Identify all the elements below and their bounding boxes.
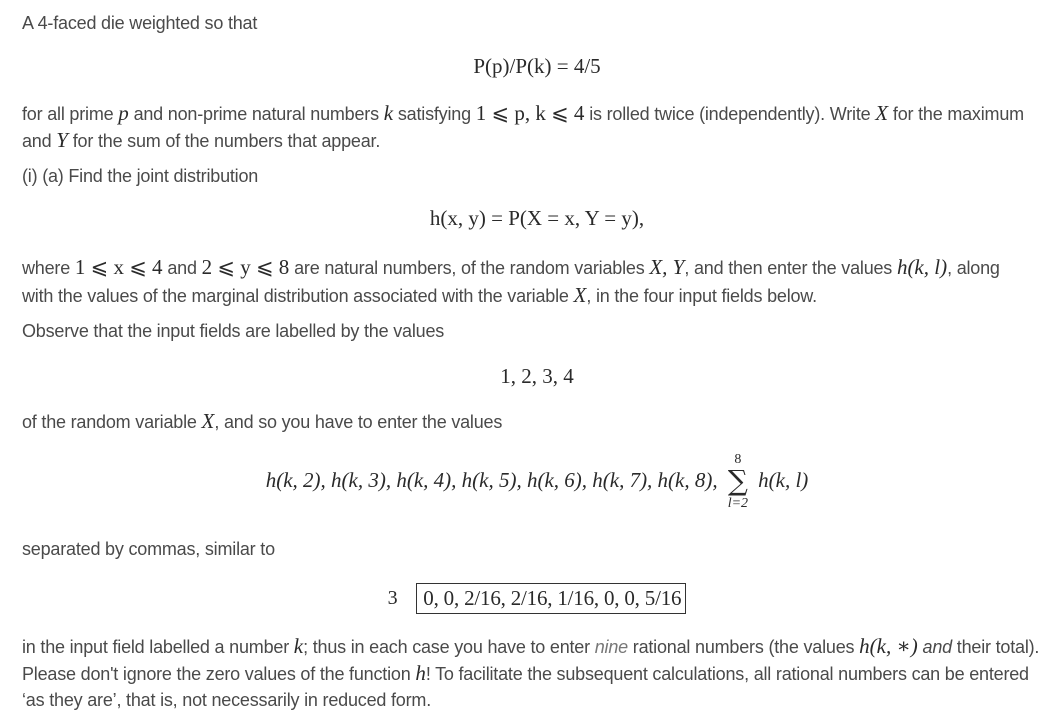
text-fragment: and: [167, 258, 197, 278]
please-line: [22, 660, 1029, 688]
eq1-text: P(p)/P(k) = 4/5: [473, 54, 601, 78]
observe-text: Observe that the input fields are labelled by the values: [22, 321, 445, 341]
as-they-are-text: ‘as they are’, that is, not necessarily in reduced form.: [22, 690, 431, 710]
math-X: X: [201, 409, 215, 433]
text-fragment: are natural numbers, of the random variables: [294, 258, 645, 278]
text-fragment: of the random variable: [22, 412, 197, 432]
sum-lower-limit: l=2: [727, 496, 749, 511]
text-fragment: Please don't ignore the zero values of the function: [22, 664, 411, 684]
of-rv-line: [22, 408, 502, 436]
math-range-pk: 1 ⩽ p, k ⩽ 4: [475, 101, 585, 125]
sigma-icon: ∑: [727, 464, 748, 497]
observe-line: [22, 318, 444, 345]
math-Y: Y: [56, 128, 68, 152]
text-fragment: where: [22, 258, 71, 278]
eq4-text: h(k, 2), h(k, 3), h(k, 4), h(k, 5), h(k, 6), h(k, 7), h(k, 8),: [265, 467, 718, 492]
math-XY: X, Y: [649, 255, 685, 279]
equation-joint-distribution: [22, 206, 1052, 231]
text-fragment: , and then enter the values: [684, 258, 893, 278]
math-hkl: h(k, l): [896, 255, 948, 279]
math-hkstar: h(k, ∗): [859, 634, 918, 658]
text-fragment: with the values of the marginal distribution associated with the variable: [22, 286, 569, 306]
text-fragment: their total).: [956, 637, 1040, 657]
text-fragment: is rolled twice (independently). Write: [589, 104, 871, 124]
part-i-heading: [22, 163, 258, 190]
equation-prob-ratio: [22, 54, 1052, 79]
math-k: k: [293, 634, 304, 658]
text-fragment: in the input field labelled a number: [22, 637, 289, 657]
where-line-2: [22, 282, 817, 310]
condition-line-1: [22, 100, 1024, 128]
math-X: X: [573, 283, 587, 307]
text-fragment: ! To facilitate the subsequent calculations, all rational numbers can be entered: [425, 664, 1029, 684]
text-fragment: for the sum of the numbers that appear.: [72, 131, 381, 151]
eq2-text: h(x, y) = P(X = x, Y = y),: [429, 206, 645, 230]
text-fragment: and: [22, 131, 52, 151]
equation-values-list: [22, 364, 1052, 389]
math-range-x: 1 ⩽ x ⩽ 4: [74, 255, 163, 279]
math-p: p: [118, 101, 129, 125]
in-field-line: [22, 633, 1039, 661]
separated-line: [22, 536, 275, 563]
text-fragment: and non-prime natural numbers: [133, 104, 379, 124]
emphasis-nine: nine: [594, 637, 628, 657]
text-fragment: , and so you have to enter the values: [214, 412, 503, 432]
intro-text: [22, 10, 257, 37]
text-fragment: for the maximum: [892, 104, 1024, 124]
example-label: 3: [387, 587, 398, 609]
math-X: X: [875, 101, 889, 125]
separated-text: separated by commas, similar to: [22, 539, 275, 559]
part-i-text: (i) (a) Find the joint distribution: [22, 166, 259, 186]
summation-symbol: [723, 452, 753, 512]
text-fragment: , in the four input fields below.: [586, 286, 817, 306]
eq3-text: 1, 2, 3, 4: [500, 364, 574, 388]
as-they-are-line: [22, 687, 431, 714]
equation-values-to-enter: [22, 452, 1052, 512]
text-fragment: satisfying: [397, 104, 471, 124]
condition-line-2: [22, 127, 380, 155]
text-fragment: rational numbers (the values: [632, 637, 855, 657]
eq4-tail: h(k, l): [758, 467, 809, 492]
text-fragment: , along: [947, 258, 1000, 278]
text-fragment: ; thus in each case you have to enter: [303, 637, 590, 657]
text-fragment: for all prime: [22, 104, 114, 124]
emphasis-and: and: [922, 637, 952, 657]
example-value-box: 0, 0, 2/16, 2/16, 1/16, 0, 0, 5/16: [416, 583, 686, 614]
math-h: h: [415, 661, 426, 685]
example-input: [22, 583, 1052, 614]
intro-sentence: A 4-faced die weighted so that: [22, 13, 258, 33]
math-range-y: 2 ⩽ y ⩽ 8: [201, 255, 290, 279]
where-line-1: [22, 254, 1000, 282]
math-k: k: [383, 101, 394, 125]
sum-upper-limit: 8: [734, 452, 742, 467]
